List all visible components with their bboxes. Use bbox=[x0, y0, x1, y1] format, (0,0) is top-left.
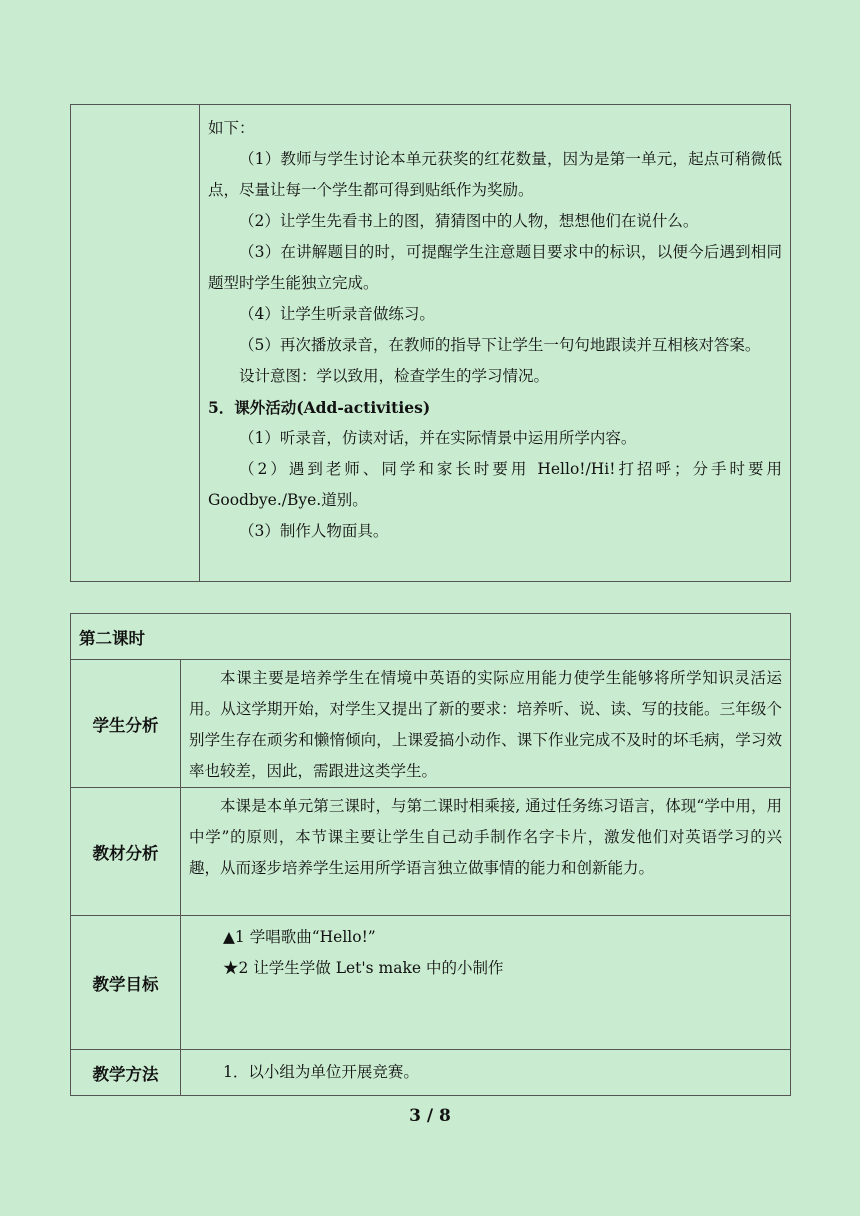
activity-1: （1）听录音，仿读对话，并在实际情景中运用所学内容。 bbox=[239, 429, 637, 447]
row-label-student-analysis: 学生分析 bbox=[71, 660, 181, 788]
method-item-1: 1．以小组为单位开展竞赛。 bbox=[223, 1063, 419, 1081]
empty-label-cell bbox=[71, 105, 200, 582]
material-analysis-cell bbox=[181, 788, 791, 916]
procedure-step-4: （4）让学生听录音做练习。 bbox=[239, 305, 435, 323]
page-number: 3 / 8 bbox=[409, 1106, 451, 1126]
goal-item-1: ▲1 学唱歌曲“Hello!” bbox=[223, 928, 376, 946]
lesson-table-second-period bbox=[70, 613, 791, 1096]
student-analysis-text: 本课主要是培养学生在情境中英语的实际应用能力使学生能够将所学知识灵活运用。从这学期开始，对学生又提出了新的要求：培养听、说、读、写的技能。三年级个别学生存在顽劣和懒惰倾向，上课爱搞小动作、课下作业完成不及时的坏毛病，学习效率也较差，因此，需跟进这类学生。 bbox=[189, 669, 782, 780]
procedure-step-2: （2）让学生先看书上的图，猜猜图中的人物，想想他们在说什么。 bbox=[239, 212, 699, 230]
section-heading-add-activities: 5．课外活动(Add-activities) bbox=[208, 398, 431, 417]
goal-item-2: ★2 让学生学做 Let's make 中的小制作 bbox=[223, 959, 504, 977]
activity-2: （2）遇到老师、同学和家长时要用 Hello!/Hi!打招呼；分手时要用 Goodbye./Bye.道别。 bbox=[208, 460, 782, 509]
student-analysis-cell bbox=[181, 660, 791, 788]
row-label-material-analysis: 教材分析 bbox=[71, 788, 181, 916]
row-label-teaching-methods: 教学方法 bbox=[71, 1050, 181, 1096]
material-analysis-text: 本课是本单元第三课时，与第二课时相乘接, 通过任务练习语言，体现“学中用，用中学”的原则，本节课主要让学生自己动手制作名字卡片，激发他们对英语学习的兴趣，从而逐步培养学生运用所学语言独立做事情的能力和创新能力。 bbox=[189, 797, 782, 877]
teaching-methods-cell bbox=[181, 1050, 791, 1096]
teaching-goals-cell bbox=[181, 916, 791, 1050]
procedure-intro: 如下： bbox=[208, 119, 255, 137]
activity-3: （3）制作人物面具。 bbox=[239, 522, 389, 540]
procedure-step-1: （1）教师与学生讨论本单元获奖的红花数量，因为是第一单元，起点可稍微低点，尽量让每一个学生都可得到贴纸作为奖励。 bbox=[208, 150, 782, 199]
procedure-step-3: （3）在讲解题目的时，可提醒学生注意题目要求中的标识，以便今后遇到相同题型时学生能独立完成。 bbox=[208, 243, 782, 292]
period-header: 第二课时 bbox=[71, 614, 791, 660]
lesson-table-continued bbox=[70, 104, 791, 582]
procedure-cell bbox=[200, 105, 791, 582]
procedure-step-5: （5）再次播放录音，在教师的指导下让学生一句句地跟读并互相核对答案。 bbox=[239, 336, 761, 354]
row-label-teaching-goals: 教学目标 bbox=[71, 916, 181, 1050]
design-intent: 设计意图：学以致用，检查学生的学习情况。 bbox=[239, 367, 550, 385]
